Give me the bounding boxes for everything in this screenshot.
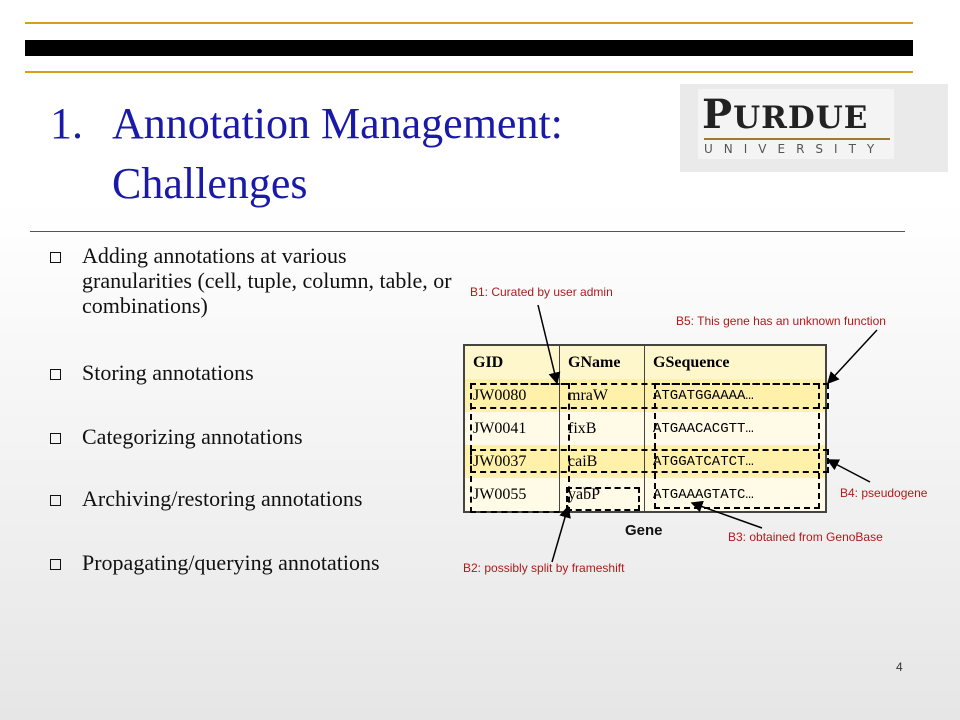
arrow-b3	[692, 503, 762, 528]
column-header-gsequence: GSequence	[645, 345, 827, 379]
cell-gname: caiB	[560, 445, 645, 478]
bullet-text: Categorizing annotations	[82, 424, 303, 449]
bullet-text: Storing annotations	[82, 360, 254, 385]
cell-gsequence: ATGATGGAAAA…	[645, 379, 827, 412]
bullet-text: Archiving/restoring annotations	[82, 486, 363, 511]
logo-rest: URDUE	[733, 100, 869, 136]
annotation-b2: B2: possibly split by frameshift	[463, 561, 625, 575]
cell-gname: fixB	[560, 412, 645, 445]
cell-gsequence: ATGGATCATCT…	[645, 445, 827, 478]
annotation-b4: B4: pseudogene	[840, 486, 928, 500]
annotation-b3: B3: obtained from GenoBase	[728, 530, 883, 544]
cell-gname: mraW	[560, 379, 645, 412]
cell-gsequence: ATGAACACGTT…	[645, 412, 827, 445]
slide-title-line1: Annotation Management:	[112, 99, 563, 148]
cell-gid: JW0080	[464, 379, 560, 412]
column-header-gid: GID	[464, 345, 560, 379]
page-number: 4	[896, 660, 903, 674]
cell-gid: JW0055	[464, 478, 560, 512]
cell-gsequence: ATGAAAGTATC…	[645, 478, 827, 512]
logo-initial: P	[702, 91, 734, 138]
bullet-text: Propagating/querying annotations	[82, 550, 380, 575]
column-header-gname: GName	[560, 345, 645, 379]
arrow-b5	[828, 330, 877, 383]
cell-gid: JW0037	[464, 445, 560, 478]
annotation-b5: B5: This gene has an unknown function	[676, 314, 886, 328]
arrow-b1	[538, 305, 557, 383]
cell-gname: yabP	[560, 478, 645, 512]
logo-subtitle: UNIVERSITY	[704, 142, 886, 156]
cell-gid: JW0041	[464, 412, 560, 445]
annotation-b1: B1: Curated by user admin	[470, 285, 613, 299]
slide-title-line2: Challenges	[112, 159, 308, 208]
title-number: 1.	[50, 99, 83, 148]
arrow-b4	[828, 460, 870, 482]
arrow-b2	[552, 507, 568, 562]
table-caption: Gene	[625, 522, 663, 539]
bullet-text: Adding annotations at various granularities (cell, tuple, column, table, or combinations)	[82, 243, 452, 318]
